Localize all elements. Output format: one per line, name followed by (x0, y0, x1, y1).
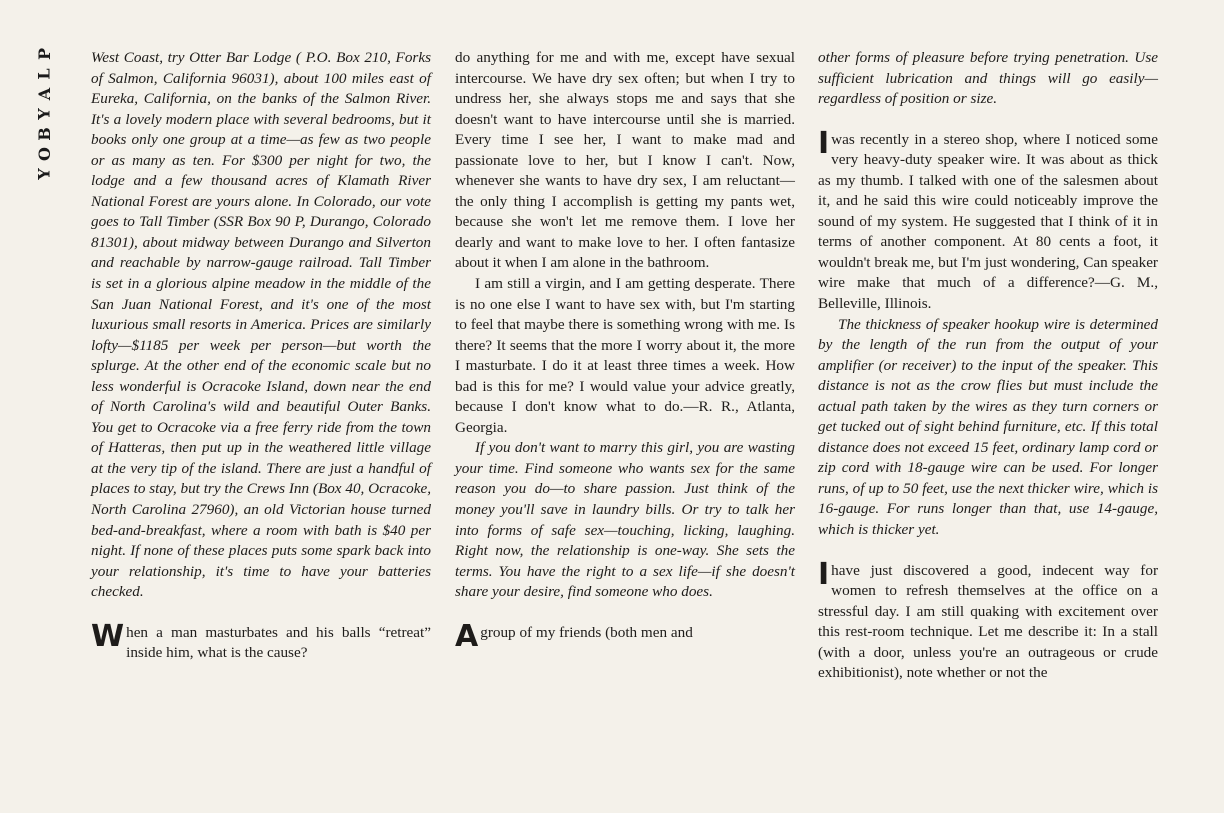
masthead-letter: O (35, 147, 54, 161)
masthead-letter: Y (34, 168, 54, 180)
question-text: group of my friends (both men and (480, 623, 693, 641)
question-text: have just discovered a good, indecent way for women to refresh themselves at the office on a stressful day. I am still quaking with excitement over this rest-room technique. Let me describe it: In a stall (with a door, unless you're an outrageous or crude exhibitionist), note whether or not the (818, 561, 1158, 682)
masthead-letter: L (35, 68, 54, 80)
masthead-letter: Y (34, 108, 54, 120)
question-paragraph: do anything for me and with me, except have sexual intercourse. We have dry sex often; but when I try to undress her, she always stops me and says that she doesn't want to have intercourse until she is married. Every time I see her, I want to make mad and passionate love to her, but I know I can't. Now, whenever she wants to have dry sex, I am reluctant—the only thing I accomplish is getting my pants wet, because she won't let me remove them. I love her dearly and want to make love to her. I often fantasize about it when I am alone in the bathroom. (455, 49, 795, 272)
question-paragraph: I am still a virgin, and I am getting desperate. There is no one else I want to have sex with, but I'm starting to feel that maybe there is something wrong with me. Is there? It seems that the more I worry about it, the more I masturbate. I do it at least three times a week. How bad is this for me? I would value your advice greatly, because I don't know what to do.—R. R., Atlanta, Georgia. (455, 275, 795, 436)
question-paragraph (818, 556, 1158, 684)
drop-initial: I (818, 125, 830, 161)
question-text: hen a man masturbates and his balls “retreat” inside him, what is the cause? (126, 623, 431, 662)
masthead-letter: B (35, 127, 54, 141)
question-paragraph (455, 618, 795, 654)
text-column-3 (818, 48, 1158, 684)
masthead-letter: A (34, 87, 54, 101)
masthead-letter: P (35, 47, 54, 61)
drop-initial: A (455, 618, 479, 654)
masthead-playboy (34, 44, 56, 184)
answer-paragraph: The thickness of speaker hookup wire is determined by the length of the run from the output of your amplifier (or receiver) to the input of the speaker. This distance is not as the crow flies but must include the actual path taken by the wires as they turn corners or get tucked out of sight behind furniture, etc. If this total distance does not exceed 15 feet, ordinary lamp cord or zip cord with 18-gauge wire can be used. For longer runs, of up to 50 feet, use the next thicker wire, which is 16-gauge. For runs longer than that, use 14-gauge, which is thicker yet. (818, 315, 1158, 539)
text-column-1 (91, 48, 431, 664)
text-column-2 (455, 48, 795, 654)
drop-initial: W (91, 618, 125, 654)
drop-initial: I (818, 556, 830, 592)
question-text: was recently in a stereo shop, where I noticed some very heavy-duty speaker wire. It was about as thick as my thumb. I talked with one of the salesmen about it, and he said this wire could noticeably improve the sound of my system. He suggested that I think of it in terms of another component. At 80 cents a foot, it wouldn't break me, but I'm just wondering, Can speaker wire make that much of a difference?—G. M., Belleville, Illinois. (818, 130, 1158, 313)
question-paragraph (818, 125, 1158, 315)
question-paragraph (91, 618, 431, 664)
answer-paragraph: other forms of pleasure before trying penetration. Use sufficient lubrication and things will go easily—regardless of position or size. (818, 49, 1158, 108)
answer-paragraph: If you don't want to marry this girl, you are wasting your time. Find someone who wants sex for the same reason you do—to share passion. Just think of the money you'll save in laundry bills. Or try to talk her into forms of safe sex—touching, licking, laughing. Right now, the relationship is one-way. She sets the terms. You have the right to a sex life—if she doesn't share your desire, find someone who does. (455, 439, 795, 601)
answer-paragraph: West Coast, try Otter Bar Lodge ( P.O. Box 210, Forks of Salmon, California 96031), about 100 miles east of Eureka, California, on the banks of the Salmon River. It's a lovely modern place with several bedrooms, but it books only one group at a time—as few as two people or as many as ten. For $300 per night for two, the lodge and a few thousand acres of Klamath River National Forest are yours alone. In Colorado, our vote goes to Tall Timber (SSR Box 90 P, Durango, Colorado 81301), about midway between Durango and Silverton and reachable by narrow-gauge railroad. Tall Timber is set in a glorious alpine meadow in the middle of the San Juan National Forest, and it's one of the most luxurious small resorts in America. Prices are similarly lofty—$1185 per week per person—but worth the splurge. At the other end of the economic scale but no less wonderful is Ocracoke Island, down near the end of North Carolina's wild and beautiful Outer Banks. You get to Ocracoke via a free ferry ride from the town of Hatteras, then put up in the weathered little village at the very tip of the island. There are just a handful of places to stay, but try the Crews Inn (Box 40, Ocracoke, North Carolina 27960), an old Victorian house turned bed-and-breakfast, where a room with bath is $40 per night. If none of these places puts some spark back into your relationship, it's time to have your batteries checked. (91, 49, 431, 601)
